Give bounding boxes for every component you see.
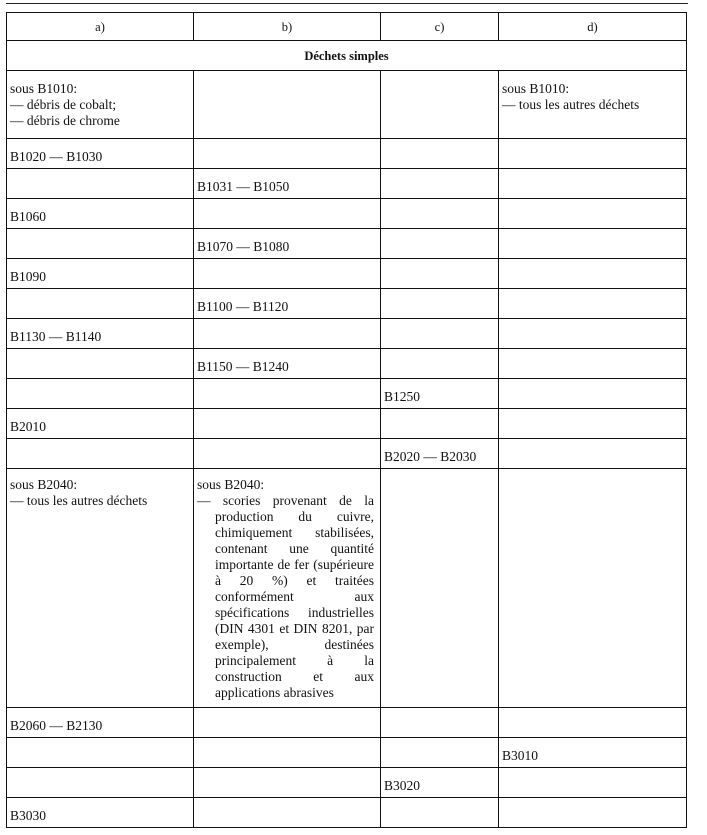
header-row — [7, 13, 687, 41]
table-row — [7, 319, 687, 349]
cell-c — [381, 71, 499, 139]
cell-d — [499, 199, 687, 229]
cell-a-item: — tous les autres déchets — [10, 493, 148, 508]
cell-b-code: B1031 — B1050 — [197, 179, 290, 194]
cell-a — [7, 199, 194, 229]
header-col-c: c) — [381, 13, 499, 41]
section-row — [7, 41, 687, 71]
waste-classification-table — [6, 12, 687, 828]
cell-d — [499, 139, 687, 169]
cell-b — [194, 469, 381, 708]
cell-c — [381, 259, 499, 289]
cell-d-item: — tous les autres déchets — [502, 97, 640, 112]
cell-b — [194, 229, 381, 259]
table-row — [7, 798, 687, 828]
cell-b — [194, 738, 381, 768]
cell-b — [194, 439, 381, 469]
cell-d — [499, 169, 687, 199]
cell-d-title: sous B1010: — [502, 81, 570, 96]
cell-d — [499, 439, 687, 469]
cell-c-code: B3020 — [384, 778, 421, 793]
cell-c-code: B2020 — B2030 — [384, 449, 477, 464]
cell-c — [381, 708, 499, 738]
cell-a — [7, 139, 194, 169]
cell-a — [7, 409, 194, 439]
cell-a — [7, 71, 194, 139]
table-row — [7, 379, 687, 409]
cell-b-title: sous B2040: — [197, 477, 265, 492]
cell-d — [499, 768, 687, 798]
cell-c — [381, 379, 499, 409]
section-title: Déchets simples — [7, 41, 687, 71]
cell-b — [194, 379, 381, 409]
cell-b — [194, 349, 381, 379]
cell-a — [7, 169, 194, 199]
cell-a — [7, 798, 194, 828]
cell-d — [499, 319, 687, 349]
cell-d — [499, 349, 687, 379]
cell-b — [194, 139, 381, 169]
cell-c — [381, 229, 499, 259]
cell-b-code: B1070 — B1080 — [197, 239, 290, 254]
cell-c — [381, 319, 499, 349]
cell-c — [381, 199, 499, 229]
cell-b-item: — scories provenant de la production du cuivre, chimiquement stabilisées, contenant une quantité importante de fer (supérieure à 20 %) et traitées conformément aux spécifications industrielles (DIN 4301 et DIN 8201, par exemple), destinées principalement à la construction et aux applications abrasives — [197, 493, 374, 700]
cell-a — [7, 259, 194, 289]
table-row — [7, 738, 687, 768]
cell-a — [7, 319, 194, 349]
cell-b — [194, 259, 381, 289]
cell-d — [499, 798, 687, 828]
cell-c-code: B1250 — [384, 389, 421, 404]
cell-a — [7, 738, 194, 768]
cell-c — [381, 289, 499, 319]
table-row — [7, 439, 687, 469]
cell-c — [381, 738, 499, 768]
cell-a-code: B3030 — [10, 808, 47, 823]
header-col-b: b) — [194, 13, 381, 41]
cell-d — [499, 379, 687, 409]
cell-a-title: sous B1010: — [10, 81, 78, 96]
table-row — [7, 259, 687, 289]
cell-a-code: B1090 — [10, 269, 47, 284]
cell-a-code: B1020 — B1030 — [10, 149, 103, 164]
cell-d — [499, 229, 687, 259]
cell-a — [7, 349, 194, 379]
table-row — [7, 349, 687, 379]
cell-d — [499, 259, 687, 289]
cell-b — [194, 798, 381, 828]
cell-c — [381, 349, 499, 379]
cell-b — [194, 768, 381, 798]
cell-a-title: sous B2040: — [10, 477, 78, 492]
cell-b — [194, 289, 381, 319]
cell-a — [7, 768, 194, 798]
top-rule — [6, 0, 688, 4]
cell-a-code: B1060 — [10, 209, 47, 224]
cell-c — [381, 139, 499, 169]
table-row — [7, 199, 687, 229]
cell-c — [381, 439, 499, 469]
cell-d — [499, 409, 687, 439]
cell-b-code: B1150 — B1240 — [197, 359, 289, 374]
cell-a-item: — débris de cobalt; — [10, 97, 117, 112]
table-row — [7, 139, 687, 169]
cell-c — [381, 409, 499, 439]
cell-b — [194, 409, 381, 439]
cell-b — [194, 319, 381, 349]
cell-b-code: B1100 — B1120 — [197, 299, 289, 314]
cell-d — [499, 71, 687, 139]
cell-a-code: B2060 — B2130 — [10, 718, 103, 733]
cell-c — [381, 169, 499, 199]
header-col-d: d) — [499, 13, 687, 41]
cell-a — [7, 289, 194, 319]
cell-d — [499, 289, 687, 319]
cell-b — [194, 199, 381, 229]
table-row — [7, 469, 687, 708]
cell-a — [7, 439, 194, 469]
cell-b — [194, 169, 381, 199]
cell-b — [194, 708, 381, 738]
cell-a — [7, 229, 194, 259]
cell-d — [499, 469, 687, 708]
cell-a — [7, 708, 194, 738]
cell-d — [499, 708, 687, 738]
cell-a — [7, 469, 194, 708]
table-row — [7, 768, 687, 798]
table-row — [7, 708, 687, 738]
table-row — [7, 71, 687, 139]
cell-c — [381, 469, 499, 708]
table-row — [7, 229, 687, 259]
cell-a-code: B2010 — [10, 419, 47, 434]
table-row — [7, 409, 687, 439]
cell-d-code: B3010 — [502, 748, 539, 763]
cell-b — [194, 71, 381, 139]
cell-a-item: — débris de chrome — [10, 113, 120, 128]
cell-c — [381, 768, 499, 798]
cell-d — [499, 738, 687, 768]
cell-a-code: B1130 — B1140 — [10, 329, 102, 344]
table-row — [7, 169, 687, 199]
header-col-a: a) — [7, 13, 194, 41]
cell-a — [7, 379, 194, 409]
cell-c — [381, 798, 499, 828]
table-row — [7, 289, 687, 319]
